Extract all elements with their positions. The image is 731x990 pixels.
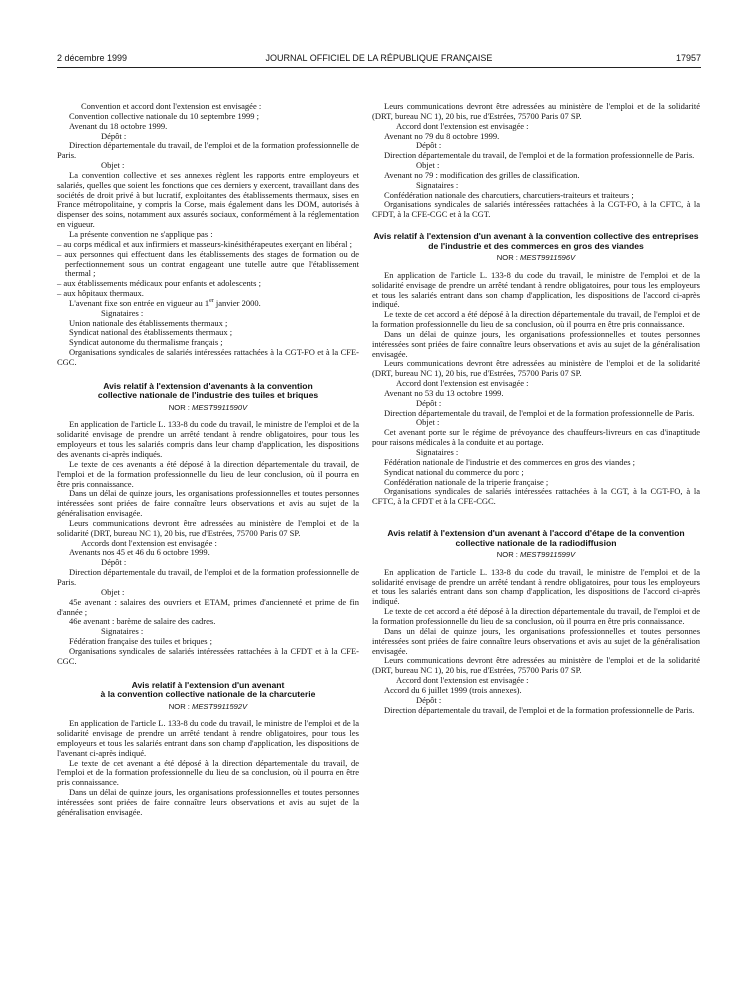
exclusion-item: – aux hôpitaux thermaux. xyxy=(57,288,144,299)
depot-label: Dépôt : xyxy=(416,140,442,151)
vigueur-text-b: janvier 2000. xyxy=(213,297,261,308)
nor-label: NOR : xyxy=(496,253,521,263)
signataire-item: Confédération nationale des charcutiers, charcutiers-traiteurs et traiteurs ; xyxy=(384,189,634,200)
notice-paragraph: Le texte de ces avenants a été déposé à la direction départementale du travail, de l'emploi et de la formation professionnelle du lieu de leur conclusion, où il pourra en être pris connaissance. xyxy=(57,458,359,489)
depot-text: Direction départementale du travail, de l'emploi et de la formation professionnelle de Paris. xyxy=(57,567,359,587)
signataire-item: Syndicat national du commerce du porc ; xyxy=(384,466,524,477)
notice-paragraph: En application de l'article L. 133-8 du code du travail, le ministre de l'emploi et de la solidarité envisage de prendre un arrêté tendant à rendre obligatoires, pour tous les employeurs et tous les salariés entrant dans son champ d'application, les dispositions de l'accord ci-après indiqué. xyxy=(372,566,700,607)
nor-reference xyxy=(57,702,359,712)
depot-text: Direction départementale du travail, de l'emploi et de la formation professionnelle de Paris. xyxy=(384,407,695,418)
exclusion-item: – au corps médical et aux infirmiers et masseurs-kinésithérapeutes exerçant en libéral ; xyxy=(57,238,353,249)
notice-title-line: collective nationale de l'industrie des tuiles et briques xyxy=(97,390,319,401)
signataires-label: Signataires : xyxy=(101,626,144,637)
objet-paragraph: La présente convention ne s'applique pas : xyxy=(69,228,213,239)
notice-paragraph: Avenants nos 45 et 46 du 6 octobre 1999. xyxy=(69,547,210,558)
notice-paragraph: Leurs communications devront être adressées au ministère de l'emploi et de la solidarité (DRT, bureau NC 1), 20 bis, rue d'Estrées, 75700 Paris 07 SP. xyxy=(372,358,700,379)
nor-code: MEST9911599V xyxy=(520,550,576,560)
signataire-item: Confédération nationale de la triperie française ; xyxy=(384,476,549,487)
vigueur-text-a: L'avenant fixe son entrée en vigueur au 1 xyxy=(69,297,210,308)
depot-label: Dépôt : xyxy=(416,397,442,408)
depot-text: Direction départementale du travail, de l'emploi et de la formation professionnelle de Paris. xyxy=(57,140,359,161)
signataires-label: Signataires : xyxy=(416,447,459,457)
notice-paragraph: Dans un délai de quinze jours, les organisations professionnelles et toutes personnes intéressées sont priées de faire connaître leurs observations et avis au sujet de la généralisation envisagée. xyxy=(372,625,700,656)
nor-code: MEST9911596V xyxy=(520,253,576,263)
notice-paragraph: Dans un délai de quinze jours, les organisations professionnelles et toutes personnes intéressées sont priées de faire connaître leurs observations et avis au sujet de la généralisation envisagée. xyxy=(57,787,359,817)
exclusion-item: – aux personnes qui effectuent dans les établissements des stages de formation ou de perfectionnement sous un contrat engageant une tutelle autre que l'établissement thermal ; xyxy=(57,248,359,279)
notice-paragraph: Accord dont l'extension est envisagée : xyxy=(396,378,529,389)
signataire-item: Syndicat autonome du thermalisme français ; xyxy=(69,337,223,348)
signataire-item: Organisations syndicales de salariés intéressées rattachées à la CGT-FO, à la CFTC, à la CFDT, à la CFE-CGC et à la CGT. xyxy=(372,199,700,220)
objet-label: Objet : xyxy=(101,586,125,597)
depot-label: Dépôt : xyxy=(416,694,442,705)
depot-label: Dépôt : xyxy=(101,130,127,141)
signataires-label: Signataires : xyxy=(416,179,459,190)
objet-text: Avenant no 79 : modification des grilles de classification. xyxy=(384,169,580,180)
nor-label: NOR : xyxy=(168,701,193,711)
nor-reference xyxy=(372,253,700,263)
notice-paragraph: Dans un délai de quinze jours, les organisations professionnelles et toutes personnes intéressées sont priées de faire connaître leurs observations et avis au sujet de la généralisation envisagée. xyxy=(372,328,700,359)
depot-text: Direction départementale du travail, de l'emploi et de la formation professionnelle de Paris. xyxy=(384,150,695,161)
objet-item: 46e avenant : barème de salaire des cadres. xyxy=(69,616,216,627)
exclusion-item: – aux établissements médicaux pour enfants et adolescents ; xyxy=(57,278,261,289)
left-column xyxy=(57,102,359,818)
notice-paragraph: Le texte de cet accord a été déposé à la direction départementale du travail, de l'emploi et de la formation professionnelle du lieu de sa conclusion, où il pourra en être pris connaissance. xyxy=(372,606,700,626)
intro-line: Avenant du 18 octobre 1999. xyxy=(69,120,168,131)
objet-label: Objet : xyxy=(416,417,440,428)
header-journal-title: JOURNAL OFFICIEL DE LA RÉPUBLIQUE FRANÇAISE xyxy=(265,53,493,63)
notice-paragraph: Avenant no 53 du 13 octobre 1999. xyxy=(384,387,504,398)
intro-line: Convention et accord dont l'extension est envisagée : xyxy=(81,101,262,111)
notice-paragraph: Leurs communications devront être adressées au ministère de l'emploi et de la solidarité (DRT, bureau NC 1), 20 bis, rue d'Estrées, 75700 Paris 07 SP. xyxy=(372,101,700,121)
signataire-item: Fédération nationale de l'industrie et des commerces en gros des viandes ; xyxy=(384,456,636,467)
nor-label: NOR : xyxy=(496,550,521,560)
notice-paragraph: En application de l'article L. 133-8 du code du travail, le ministre de l'emploi et de la solidarité envisage de prendre un arrêté tendant à rendre obligatoires, pour tous les employeurs et tous les salariés compris dans leur champ d'application, les dispositions des avenants ci-après indiqués. xyxy=(57,419,359,459)
vigueur-superscript: er xyxy=(209,298,214,305)
notice-title-charcuterie xyxy=(57,681,359,700)
notice-paragraph: En application de l'article L. 133-8 du code du travail, le ministre de l'emploi et de la solidarité envisage de prendre un arrêté tendant à rendre obligatoires, pour tous les employeurs et tous les salariés entrant dans son champ d'application, les dispositions de l'avenant ci-après indiqué. xyxy=(57,718,359,758)
depot-label: Dépôt : xyxy=(101,557,127,568)
nor-code: MEST9911590V xyxy=(192,402,248,412)
signataire-item: Syndicat national des établissements thermaux ; xyxy=(69,327,233,338)
notice-paragraph: Accords dont l'extension est envisagée : xyxy=(81,537,217,548)
nor-label: NOR : xyxy=(168,402,193,412)
nor-reference xyxy=(57,403,359,413)
notice-paragraph: En application de l'article L. 133-8 du code du travail, le ministre de l'emploi et de la solidarité envisage de prendre un arrêté tendant à rendre obligatoires, pour tous les employeurs et tous les salariés entrant dans son champ d'application, les dispositions de l'accord ci-après indiqué. xyxy=(372,269,700,310)
notice-paragraph: Avenant no 79 du 8 octobre 1999. xyxy=(384,130,500,141)
nor-reference xyxy=(372,550,700,560)
signataire-item: Organisations syndicales de salariés intéressées rattachées à la CGT, à la CGT-FO, à la CFTC, à la CFDT et à la CFE-CGC. xyxy=(372,486,700,507)
notice-title-viandes: Avis relatif à l'extension d'un avenant à la convention collective des entreprises de l'industrie et des commerces en gros des viandes xyxy=(373,231,699,251)
signataire-item: Union nationale des établissements thermaux ; xyxy=(69,317,228,328)
notice-title-line: à la convention collective nationale de la charcuterie xyxy=(100,689,316,700)
objet-item: 45e avenant : salaires des ouvriers et ETAM, primes d'ancienneté et prime de fin d'année ; xyxy=(57,596,359,617)
nor-code: MEST9911592V xyxy=(192,701,248,711)
signataire-item: Fédération française des tuiles et briques ; xyxy=(69,636,213,647)
page-header xyxy=(57,53,701,65)
header-date: 2 décembre 1999 xyxy=(57,53,128,63)
objet-label: Objet : xyxy=(416,160,440,171)
objet-text: Cet avenant porte sur le régime de prévoyance des chauffeurs-livreurs en cas d'inaptitude pour raisons médicales à la conduite et au portage. xyxy=(372,427,700,448)
notice-paragraph: Accord dont l'extension est envisagée : xyxy=(396,120,529,131)
notice-title-tuiles xyxy=(57,382,359,401)
notice-title-radiodiffusion: Avis relatif à l'extension d'un avenant à l'accord d'étape de la convention collective nationale de la radiodiffusion xyxy=(387,528,685,548)
depot-text: Direction départementale du travail, de l'emploi et de la formation professionnelle de Paris. xyxy=(384,704,695,715)
objet-label: Objet : xyxy=(101,160,125,171)
notice-title-line: Avis relatif à l'extension d'un avenant xyxy=(131,679,285,690)
notice-paragraph: Leurs communications devront être adressées au ministère de l'emploi et de la solidarité (DRT, bureau NC 1), 20 bis, rue d'Estrées, 75700 Paris 07 SP. xyxy=(372,655,700,676)
signataire-item: Organisations syndicales de salariés intéressées rattachées à la CGT-FO et à la CFE-CGC. xyxy=(57,347,359,367)
objet-paragraph: La convention collective et ses annexes règlent les rapports entre employeurs et salariés, quelles que soient les fonctions que ces derniers y exercent, travaillant dans des sociétés de droit privé à but lucratif, exploitantes des établissements thermaux, sises en France métropolitaine, y compris la Corse, mais également dans les DOM, autorisés à dispenser des soins, notamment aux assurés sociaux, conformément à la réglementation en vigueur. xyxy=(57,169,359,230)
notice-paragraph: Leurs communications devront être adressées au ministère de l'emploi et de la solidarité (DRT, bureau NC 1), 20 bis, rue d'Estrées, 75700 Paris 07 SP. xyxy=(57,517,359,538)
notice-title-line: Avis relatif à l'extension d'avenants à la convention xyxy=(103,380,313,391)
notice-paragraph: Le texte de cet avenant a été déposé à la direction départementale du travail, de l'emploi et de la formation professionnelle du lieu de sa conclusion, où il pourra en être pris connaissance. xyxy=(57,757,359,788)
right-column xyxy=(372,102,700,715)
notice-paragraph: Dans un délai de quinze jours, les organisations professionnelles et toutes personnes intéressées sont priées de faire connaître leurs observations et avis au sujet de la généralisation envisagée. xyxy=(57,488,359,519)
signataire-item: Organisations syndicales de salariés intéressées rattachées à la CFDT et à la CFE-CGC. xyxy=(57,645,359,666)
intro-line: Convention collective nationale du 10 septembre 1999 ; xyxy=(69,110,260,121)
notice-paragraph: Le texte de cet accord a été déposé à la direction départementale du travail, de l'emploi et de la formation professionnelle du lieu de sa conclusion, où il pourra en être pris connaissance. xyxy=(372,309,700,330)
header-rule xyxy=(57,67,701,68)
notice-paragraph: Accord dont l'extension est envisagée : xyxy=(396,675,529,686)
signataires-label: Signataires : xyxy=(101,307,144,318)
notice-paragraph: Accord du 6 juillet 1999 (trois annexes). xyxy=(384,684,522,695)
header-page-number: 17957 xyxy=(675,53,701,63)
